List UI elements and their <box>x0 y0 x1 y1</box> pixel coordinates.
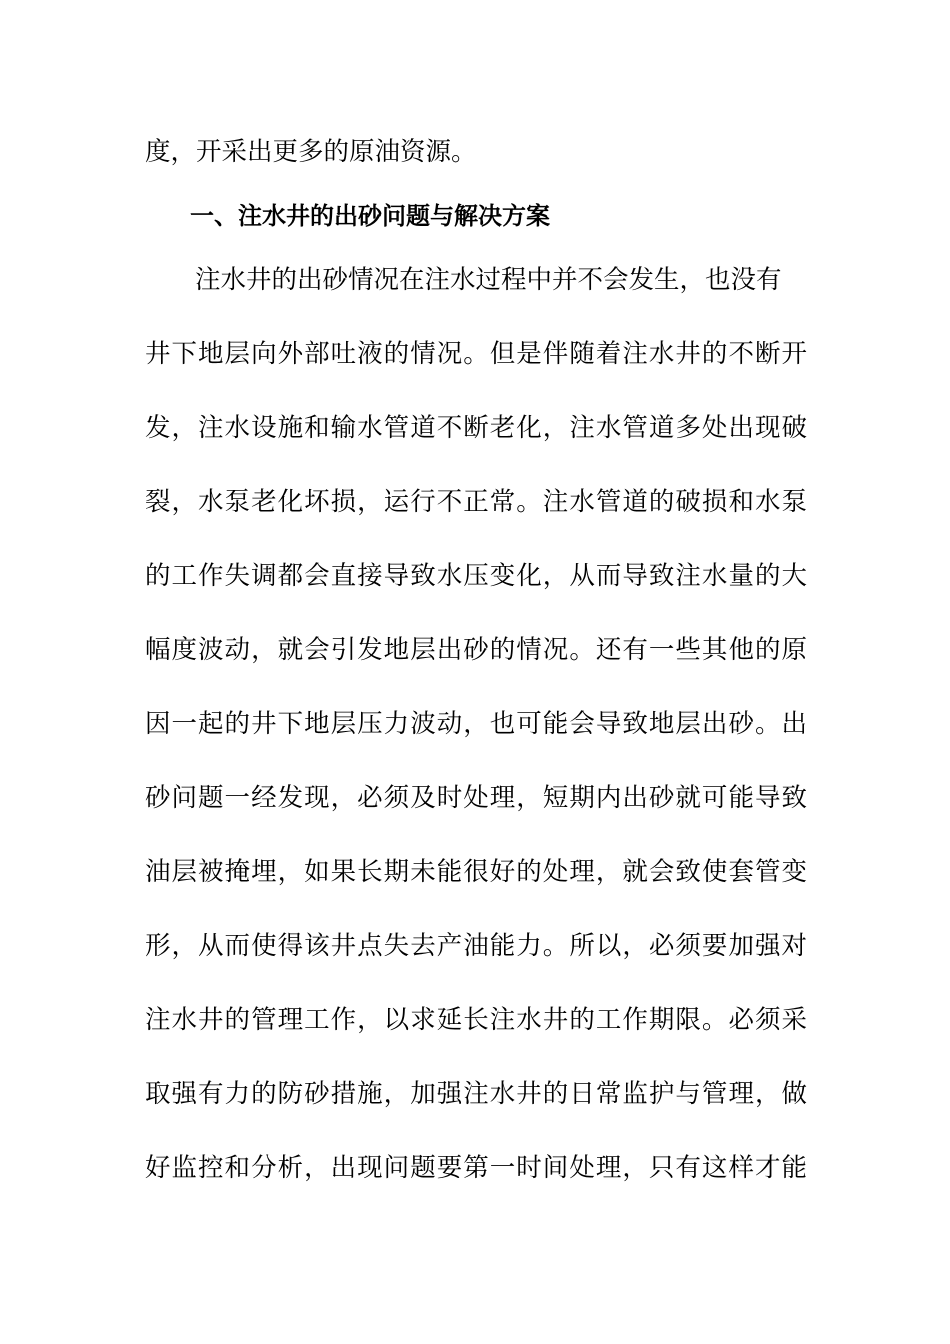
paragraph-line-1: 注水井的出砂情况在注水过程中并不会发生，也没有 <box>195 265 782 295</box>
paragraph-line-8: 砂问题一经发现，必须及时处理，短期内出砂就可能导致 <box>145 783 807 813</box>
paragraph-line-9: 油层被掩埋，如果长期未能很好的处理，就会致使套管变 <box>145 857 807 887</box>
paragraph-line-13: 好监控和分析，出现问题要第一时间处理，只有这样才能 <box>145 1153 807 1183</box>
intro-line: 度，开采出更多的原油资源。 <box>145 137 477 167</box>
paragraph-line-7: 因一起的井下地层压力波动，也可能会导致地层出砂。出 <box>145 709 807 739</box>
paragraph-line-2: 井下地层向外部吐液的情况。但是伴随着注水井的不断开 <box>145 339 807 369</box>
paragraph-line-3: 发，注水设施和输水管道不断老化，注水管道多处出现破 <box>145 413 807 443</box>
paragraph-line-10: 形，从而使得该井点失去产油能力。所以，必须要加强对 <box>145 931 807 961</box>
paragraph-line-5: 的工作失调都会直接导致水压变化，从而导致注水量的大 <box>145 561 807 591</box>
paragraph-line-12: 取强有力的防砂措施，加强注水井的日常监护与管理，做 <box>145 1079 807 1109</box>
paragraph-line-11: 注水井的管理工作，以求延长注水井的工作期限。必须采 <box>145 1005 807 1035</box>
body-paragraph <box>145 0 807 1344</box>
section-heading: 一、注水井的出砂问题与解决方案 <box>190 202 550 230</box>
paragraph-line-4: 裂，水泵老化坏损，运行不正常。注水管道的破损和水泵 <box>145 487 807 517</box>
paragraph-line-6: 幅度波动，就会引发地层出砂的情况。还有一些其他的原 <box>145 635 807 665</box>
